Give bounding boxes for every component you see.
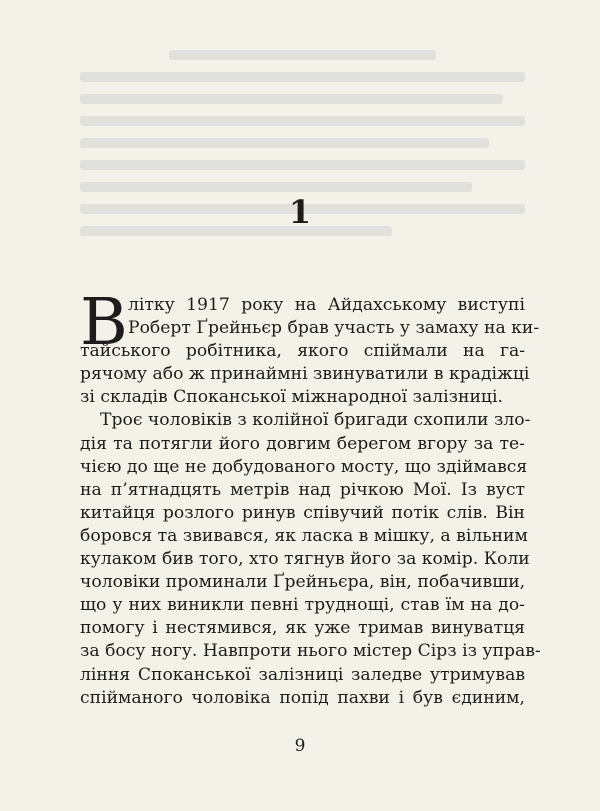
text-line: чоловіки проминали Ґрейньєра, він, побачивши, [80,572,526,593]
show-through-text [80,50,525,320]
text-line: літку 1917 року на Айдахському виступі [128,295,525,315]
text-line: помогу і нестямився, як уже тримав винуватця [80,618,525,639]
body-text [80,285,541,710]
chapter-number: 1 [288,193,312,231]
text-line: Роберт Ґрейньєр брав участь у замаху на ки- [128,318,540,339]
text-line: кулаком бив того, хто тягнув його за комір. Коли [80,549,530,570]
text-line: тайського робітника, якого спіймали на га- [80,341,525,362]
text-line: Троє чоловіків з колійної бригади схопили зло- [100,410,531,431]
text-line: китайця розлого ринув співучий потік слів. Він [80,502,525,523]
text-line: боровся та звивався, як ласка в мішку, а вільним [80,525,528,546]
drop-cap: В [80,285,128,360]
text-line: чією до ще не добудованого мосту, що здіймався [80,456,528,477]
text-line: на п’ятнадцять метрів над річкою Мої. Із вуст [80,479,525,500]
text-line: спійманого чоловіка попід пахви і був єдиним, [80,687,525,708]
text-line: за босу ногу. Навпроти нього містер Сірз із управ- [80,641,541,662]
page-number: 9 [294,736,306,756]
text-line: зі складів Споканської міжнародної залізниці. [80,387,503,408]
text-line: рячому або ж принаймні звинуватили в крадіжці [80,364,530,385]
text-line: ління Споканської залізниці заледве утримував [80,664,525,685]
text-line: що у них виникли певні труднощі, став їм на до- [80,595,525,616]
text-line: дія та потягли його довгим берегом вгору за те- [80,433,525,454]
